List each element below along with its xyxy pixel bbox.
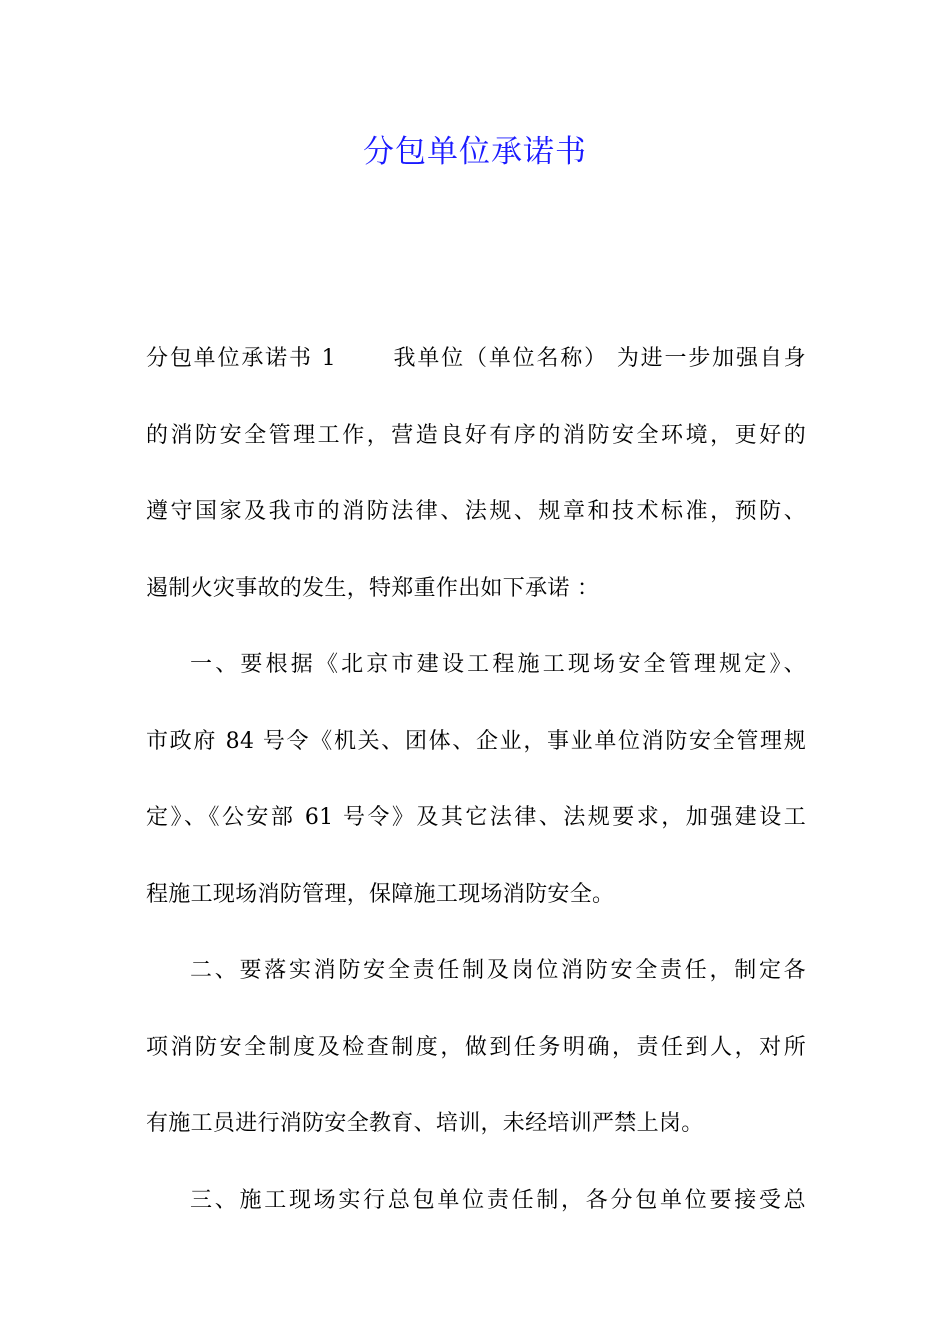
clause-2-line-1: 二、要落实消防安全责任制及岗位消防安全责任，制定各 [190, 958, 806, 983]
clause-2-line-3: 有施工员进行消防安全教育、培训，未经培训严禁上岗。 [146, 1111, 704, 1136]
clause-3-line-1: 三、施工现场实行总包单位责任制，各分包单位要接受总 [190, 1187, 806, 1213]
clause-1-line-3: 定》、《公安部 61 号令》及其它法律、法规要求，加强建设工 [146, 805, 806, 830]
clause-1-line-4: 程施工现场消防管理，保障施工现场消防安全。 [146, 881, 615, 907]
intro-line-3: 遵守国家及我市的消防法律、法规、规章和技术标准，预防、 [146, 499, 806, 524]
document-title: 分包单位承诺书 [363, 134, 587, 170]
clause-1-line-2: 市政府 84 号令《机关、团体、企业，事业单位消防安全管理规 [146, 728, 806, 754]
clause-1-line-1: 一、要根据《北京市建设工程施工现场安全管理规定》、 [190, 652, 806, 677]
intro-line-2: 的消防安全管理工作，营造良好有序的消防安全环境，更好的 [146, 422, 806, 448]
intro-text: 我单位（单位名称） 为进一步加强自身 [391, 346, 806, 371]
intro-heading: 分包单位承诺书 1 [146, 346, 336, 371]
intro-line-4: 遏制火灾事故的发生，特郑重作出如下承诺 ： [146, 575, 600, 601]
clause-2-line-2: 项消防安全制度及检查制度，做到任务明确，责任到人，对所 [146, 1034, 806, 1060]
document-body [146, 336, 806, 1254]
intro-line-1 [146, 336, 806, 413]
